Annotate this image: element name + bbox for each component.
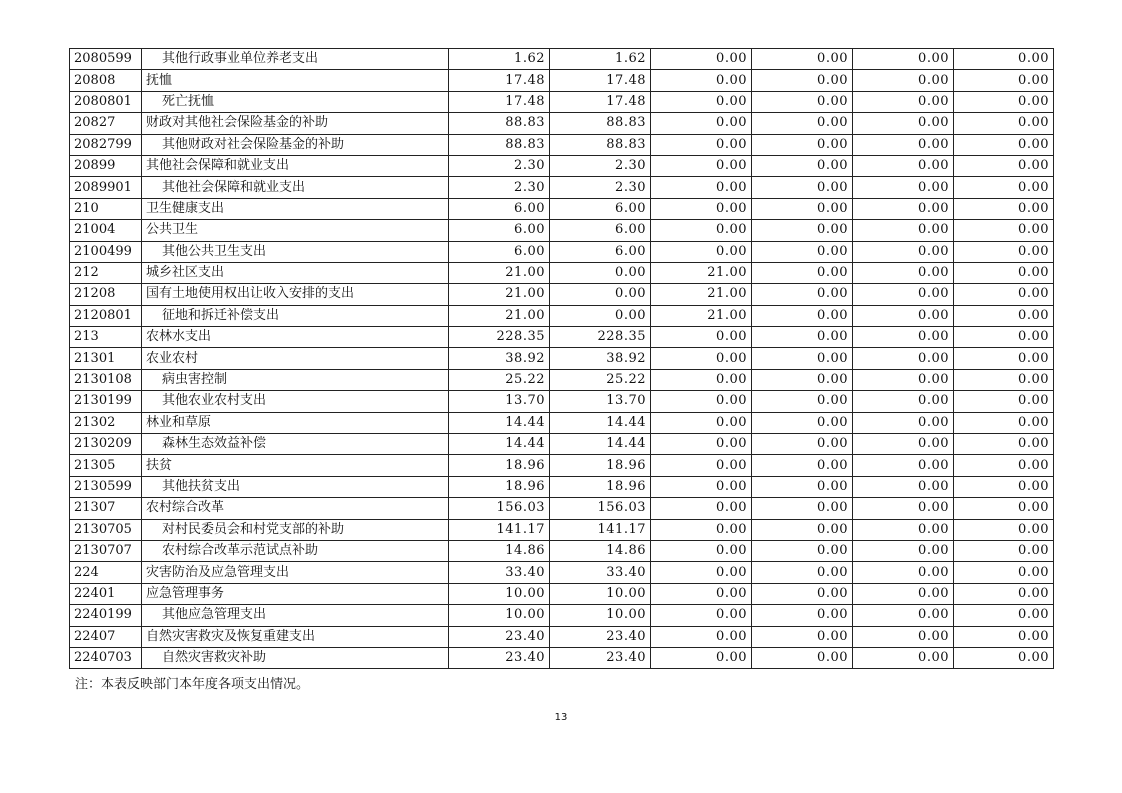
amount-cell: 0.00 (954, 434, 1054, 455)
amount-cell: 141.17 (550, 519, 651, 540)
amount-cell: 0.00 (853, 476, 954, 497)
amount-cell: 0.00 (853, 498, 954, 519)
amount-cell: 10.00 (550, 605, 651, 626)
amount-cell: 14.44 (449, 412, 550, 433)
table-row (70, 49, 1054, 70)
subject-code-cell: 21004 (70, 220, 142, 241)
amount-cell: 10.00 (449, 583, 550, 604)
amount-cell: 0.00 (954, 198, 1054, 219)
table-row (70, 369, 1054, 390)
amount-cell: 23.40 (550, 647, 651, 668)
amount-cell: 0.00 (853, 626, 954, 647)
amount-cell: 0.00 (651, 626, 752, 647)
subject-code-cell: 21302 (70, 412, 142, 433)
amount-cell: 0.00 (752, 540, 853, 561)
subject-name-cell: 农村综合改革示范试点补助 (142, 540, 449, 561)
amount-cell: 0.00 (752, 49, 853, 70)
table-row (70, 647, 1054, 668)
amount-cell: 156.03 (449, 498, 550, 519)
amount-cell: 13.70 (449, 391, 550, 412)
amount-cell: 14.86 (550, 540, 651, 561)
subject-code-cell: 20899 (70, 155, 142, 176)
amount-cell: 0.00 (853, 91, 954, 112)
amount-cell: 6.00 (449, 198, 550, 219)
amount-cell: 0.00 (651, 412, 752, 433)
amount-cell: 0.00 (954, 412, 1054, 433)
amount-cell: 0.00 (954, 476, 1054, 497)
table-row (70, 177, 1054, 198)
amount-cell: 0.00 (954, 327, 1054, 348)
amount-cell: 0.00 (651, 498, 752, 519)
amount-cell: 0.00 (954, 305, 1054, 326)
amount-cell: 0.00 (954, 70, 1054, 91)
amount-cell: 0.00 (853, 305, 954, 326)
amount-cell: 0.00 (550, 262, 651, 283)
subject-code-cell: 21208 (70, 284, 142, 305)
amount-cell: 2.30 (449, 155, 550, 176)
amount-cell: 0.00 (651, 583, 752, 604)
subject-name-cell: 其他行政事业单位养老支出 (142, 49, 449, 70)
subject-name-cell: 国有土地使用权出让收入安排的支出 (142, 284, 449, 305)
amount-cell: 0.00 (752, 455, 853, 476)
expenditure-table-container (69, 48, 1053, 669)
amount-cell: 0.00 (853, 327, 954, 348)
amount-cell: 2.30 (550, 177, 651, 198)
amount-cell: 0.00 (853, 519, 954, 540)
amount-cell: 0.00 (651, 647, 752, 668)
amount-cell: 0.00 (954, 605, 1054, 626)
amount-cell: 88.83 (550, 113, 651, 134)
amount-cell: 6.00 (449, 241, 550, 262)
subject-code-cell: 2130705 (70, 519, 142, 540)
amount-cell: 0.00 (853, 241, 954, 262)
table-row (70, 220, 1054, 241)
amount-cell: 0.00 (651, 134, 752, 155)
amount-cell: 0.00 (752, 284, 853, 305)
amount-cell: 0.00 (651, 155, 752, 176)
amount-cell: 0.00 (752, 220, 853, 241)
amount-cell: 2.30 (449, 177, 550, 198)
subject-code-cell: 213 (70, 327, 142, 348)
amount-cell: 0.00 (853, 113, 954, 134)
subject-code-cell: 2080801 (70, 91, 142, 112)
amount-cell: 0.00 (954, 113, 1054, 134)
table-row (70, 262, 1054, 283)
subject-code-cell: 22401 (70, 583, 142, 604)
table-row (70, 91, 1054, 112)
amount-cell: 0.00 (853, 647, 954, 668)
subject-name-cell: 农业农村 (142, 348, 449, 369)
subject-code-cell: 210 (70, 198, 142, 219)
table-row (70, 455, 1054, 476)
table-row (70, 391, 1054, 412)
subject-code-cell: 21301 (70, 348, 142, 369)
amount-cell: 0.00 (954, 177, 1054, 198)
subject-code-cell: 21307 (70, 498, 142, 519)
table-body (70, 49, 1054, 669)
amount-cell: 6.00 (550, 198, 651, 219)
amount-cell: 0.00 (752, 305, 853, 326)
table-row (70, 305, 1054, 326)
amount-cell: 0.00 (954, 647, 1054, 668)
amount-cell: 0.00 (954, 519, 1054, 540)
amount-cell: 0.00 (752, 498, 853, 519)
amount-cell: 0.00 (853, 70, 954, 91)
amount-cell: 88.83 (449, 134, 550, 155)
subject-code-cell: 2130209 (70, 434, 142, 455)
amount-cell: 0.00 (853, 412, 954, 433)
amount-cell: 0.00 (550, 305, 651, 326)
amount-cell: 17.48 (550, 70, 651, 91)
subject-name-cell: 森林生态效益补偿 (142, 434, 449, 455)
amount-cell: 10.00 (449, 605, 550, 626)
amount-cell: 0.00 (752, 605, 853, 626)
amount-cell: 0.00 (651, 540, 752, 561)
amount-cell: 0.00 (651, 519, 752, 540)
amount-cell: 0.00 (954, 498, 1054, 519)
amount-cell: 0.00 (752, 348, 853, 369)
subject-name-cell: 财政对其他社会保险基金的补助 (142, 113, 449, 134)
amount-cell: 0.00 (752, 91, 853, 112)
table-row (70, 155, 1054, 176)
subject-code-cell: 224 (70, 562, 142, 583)
amount-cell: 0.00 (853, 220, 954, 241)
amount-cell: 0.00 (752, 262, 853, 283)
amount-cell: 17.48 (550, 91, 651, 112)
amount-cell: 0.00 (651, 198, 752, 219)
amount-cell: 0.00 (651, 241, 752, 262)
subject-name-cell: 其他财政对社会保险基金的补助 (142, 134, 449, 155)
amount-cell: 18.96 (449, 455, 550, 476)
amount-cell: 0.00 (752, 391, 853, 412)
amount-cell: 0.00 (954, 284, 1054, 305)
amount-cell: 0.00 (853, 369, 954, 390)
amount-cell: 14.44 (550, 434, 651, 455)
amount-cell: 0.00 (954, 348, 1054, 369)
table-row (70, 476, 1054, 497)
amount-cell: 2.30 (550, 155, 651, 176)
amount-cell: 0.00 (651, 348, 752, 369)
subject-name-cell: 抚恤 (142, 70, 449, 91)
subject-code-cell: 2130199 (70, 391, 142, 412)
subject-code-cell: 212 (70, 262, 142, 283)
subject-name-cell: 病虫害控制 (142, 369, 449, 390)
subject-code-cell: 2100499 (70, 241, 142, 262)
amount-cell: 0.00 (954, 134, 1054, 155)
amount-cell: 0.00 (954, 391, 1054, 412)
amount-cell: 1.62 (550, 49, 651, 70)
amount-cell: 0.00 (651, 113, 752, 134)
amount-cell: 0.00 (853, 562, 954, 583)
subject-code-cell: 2130599 (70, 476, 142, 497)
amount-cell: 0.00 (853, 455, 954, 476)
subject-name-cell: 公共卫生 (142, 220, 449, 241)
table-row (70, 498, 1054, 519)
amount-cell: 0.00 (954, 562, 1054, 583)
table-row (70, 134, 1054, 155)
amount-cell: 0.00 (752, 476, 853, 497)
amount-cell: 21.00 (449, 284, 550, 305)
subject-name-cell: 自然灾害救灾补助 (142, 647, 449, 668)
amount-cell: 0.00 (752, 327, 853, 348)
amount-cell: 0.00 (954, 262, 1054, 283)
subject-name-cell: 林业和草原 (142, 412, 449, 433)
amount-cell: 14.86 (449, 540, 550, 561)
amount-cell: 21.00 (449, 262, 550, 283)
amount-cell: 228.35 (550, 327, 651, 348)
amount-cell: 23.40 (449, 626, 550, 647)
table-row (70, 562, 1054, 583)
amount-cell: 21.00 (651, 262, 752, 283)
subject-name-cell: 自然灾害救灾及恢复重建支出 (142, 626, 449, 647)
amount-cell: 17.48 (449, 70, 550, 91)
amount-cell: 0.00 (651, 220, 752, 241)
amount-cell: 141.17 (449, 519, 550, 540)
amount-cell: 0.00 (853, 284, 954, 305)
amount-cell: 25.22 (550, 369, 651, 390)
amount-cell: 0.00 (853, 262, 954, 283)
subject-name-cell: 其他社会保障和就业支出 (142, 177, 449, 198)
subject-code-cell: 20808 (70, 70, 142, 91)
amount-cell: 18.96 (449, 476, 550, 497)
amount-cell: 0.00 (752, 155, 853, 176)
table-row (70, 113, 1054, 134)
subject-name-cell: 征地和拆迁补偿支出 (142, 305, 449, 326)
amount-cell: 0.00 (954, 220, 1054, 241)
table-row (70, 241, 1054, 262)
subject-code-cell: 2089901 (70, 177, 142, 198)
amount-cell: 25.22 (449, 369, 550, 390)
subject-code-cell: 2130707 (70, 540, 142, 561)
amount-cell: 1.62 (449, 49, 550, 70)
amount-cell: 0.00 (853, 198, 954, 219)
amount-cell: 228.35 (449, 327, 550, 348)
amount-cell: 0.00 (752, 241, 853, 262)
subject-name-cell: 其他公共卫生支出 (142, 241, 449, 262)
amount-cell: 0.00 (752, 369, 853, 390)
amount-cell: 0.00 (853, 434, 954, 455)
amount-cell: 6.00 (550, 241, 651, 262)
amount-cell: 21.00 (651, 284, 752, 305)
subject-name-cell: 城乡社区支出 (142, 262, 449, 283)
amount-cell: 0.00 (853, 177, 954, 198)
table-note: 注：本表反映部门本年度各项支出情况。 (75, 677, 310, 692)
amount-cell: 0.00 (954, 455, 1054, 476)
table-row (70, 198, 1054, 219)
subject-code-cell: 21305 (70, 455, 142, 476)
table-row (70, 284, 1054, 305)
amount-cell: 0.00 (651, 605, 752, 626)
amount-cell: 18.96 (550, 476, 651, 497)
expenditure-table (69, 48, 1054, 669)
amount-cell: 0.00 (651, 391, 752, 412)
amount-cell: 38.92 (449, 348, 550, 369)
amount-cell: 0.00 (954, 91, 1054, 112)
subject-name-cell: 扶贫 (142, 455, 449, 476)
amount-cell: 0.00 (853, 134, 954, 155)
subject-code-cell: 20827 (70, 113, 142, 134)
amount-cell: 88.83 (449, 113, 550, 134)
amount-cell: 0.00 (853, 155, 954, 176)
subject-name-cell: 农林水支出 (142, 327, 449, 348)
table-row (70, 605, 1054, 626)
amount-cell: 6.00 (449, 220, 550, 241)
amount-cell: 18.96 (550, 455, 651, 476)
subject-code-cell: 2120801 (70, 305, 142, 326)
subject-name-cell: 农村综合改革 (142, 498, 449, 519)
amount-cell: 0.00 (954, 241, 1054, 262)
amount-cell: 0.00 (853, 391, 954, 412)
amount-cell: 0.00 (752, 177, 853, 198)
amount-cell: 17.48 (449, 91, 550, 112)
table-row (70, 70, 1054, 91)
amount-cell: 88.83 (550, 134, 651, 155)
amount-cell: 0.00 (752, 519, 853, 540)
amount-cell: 33.40 (550, 562, 651, 583)
amount-cell: 0.00 (651, 562, 752, 583)
amount-cell: 0.00 (954, 540, 1054, 561)
amount-cell: 0.00 (651, 70, 752, 91)
amount-cell: 23.40 (550, 626, 651, 647)
amount-cell: 0.00 (853, 605, 954, 626)
amount-cell: 0.00 (954, 49, 1054, 70)
subject-name-cell: 其他社会保障和就业支出 (142, 155, 449, 176)
amount-cell: 0.00 (752, 113, 853, 134)
amount-cell: 21.00 (449, 305, 550, 326)
subject-name-cell: 卫生健康支出 (142, 198, 449, 219)
table-row (70, 540, 1054, 561)
amount-cell: 23.40 (449, 647, 550, 668)
amount-cell: 0.00 (954, 155, 1054, 176)
amount-cell: 0.00 (954, 626, 1054, 647)
amount-cell: 0.00 (853, 348, 954, 369)
subject-name-cell: 应急管理事务 (142, 583, 449, 604)
amount-cell: 14.44 (449, 434, 550, 455)
subject-name-cell: 其他农业农村支出 (142, 391, 449, 412)
amount-cell: 0.00 (853, 583, 954, 604)
subject-name-cell: 死亡抚恤 (142, 91, 449, 112)
subject-code-cell: 2080599 (70, 49, 142, 70)
amount-cell: 10.00 (550, 583, 651, 604)
amount-cell: 13.70 (550, 391, 651, 412)
subject-name-cell: 其他应急管理支出 (142, 605, 449, 626)
subject-name-cell: 对村民委员会和村党支部的补助 (142, 519, 449, 540)
amount-cell: 0.00 (752, 562, 853, 583)
subject-code-cell: 2240199 (70, 605, 142, 626)
table-row (70, 412, 1054, 433)
amount-cell: 0.00 (651, 434, 752, 455)
amount-cell: 0.00 (752, 626, 853, 647)
amount-cell: 0.00 (651, 327, 752, 348)
amount-cell: 38.92 (550, 348, 651, 369)
amount-cell: 6.00 (550, 220, 651, 241)
amount-cell: 0.00 (853, 540, 954, 561)
amount-cell: 0.00 (954, 583, 1054, 604)
subject-code-cell: 2130108 (70, 369, 142, 390)
amount-cell: 0.00 (550, 284, 651, 305)
subject-code-cell: 2082799 (70, 134, 142, 155)
table-row (70, 327, 1054, 348)
page-number: 13 (554, 712, 568, 723)
table-row (70, 519, 1054, 540)
amount-cell: 0.00 (853, 49, 954, 70)
amount-cell: 0.00 (752, 412, 853, 433)
amount-cell: 0.00 (651, 455, 752, 476)
amount-cell: 0.00 (651, 476, 752, 497)
amount-cell: 14.44 (550, 412, 651, 433)
amount-cell: 0.00 (651, 91, 752, 112)
table-row (70, 348, 1054, 369)
amount-cell: 0.00 (651, 49, 752, 70)
amount-cell: 0.00 (752, 583, 853, 604)
amount-cell: 0.00 (752, 70, 853, 91)
amount-cell: 33.40 (449, 562, 550, 583)
amount-cell: 21.00 (651, 305, 752, 326)
amount-cell: 0.00 (954, 369, 1054, 390)
table-row (70, 626, 1054, 647)
amount-cell: 0.00 (651, 369, 752, 390)
amount-cell: 0.00 (651, 177, 752, 198)
table-row (70, 434, 1054, 455)
amount-cell: 0.00 (752, 198, 853, 219)
subject-code-cell: 2240703 (70, 647, 142, 668)
amount-cell: 0.00 (752, 434, 853, 455)
subject-name-cell: 灾害防治及应急管理支出 (142, 562, 449, 583)
amount-cell: 156.03 (550, 498, 651, 519)
amount-cell: 0.00 (752, 647, 853, 668)
amount-cell: 0.00 (752, 134, 853, 155)
subject-code-cell: 22407 (70, 626, 142, 647)
subject-name-cell: 其他扶贫支出 (142, 476, 449, 497)
table-row (70, 583, 1054, 604)
